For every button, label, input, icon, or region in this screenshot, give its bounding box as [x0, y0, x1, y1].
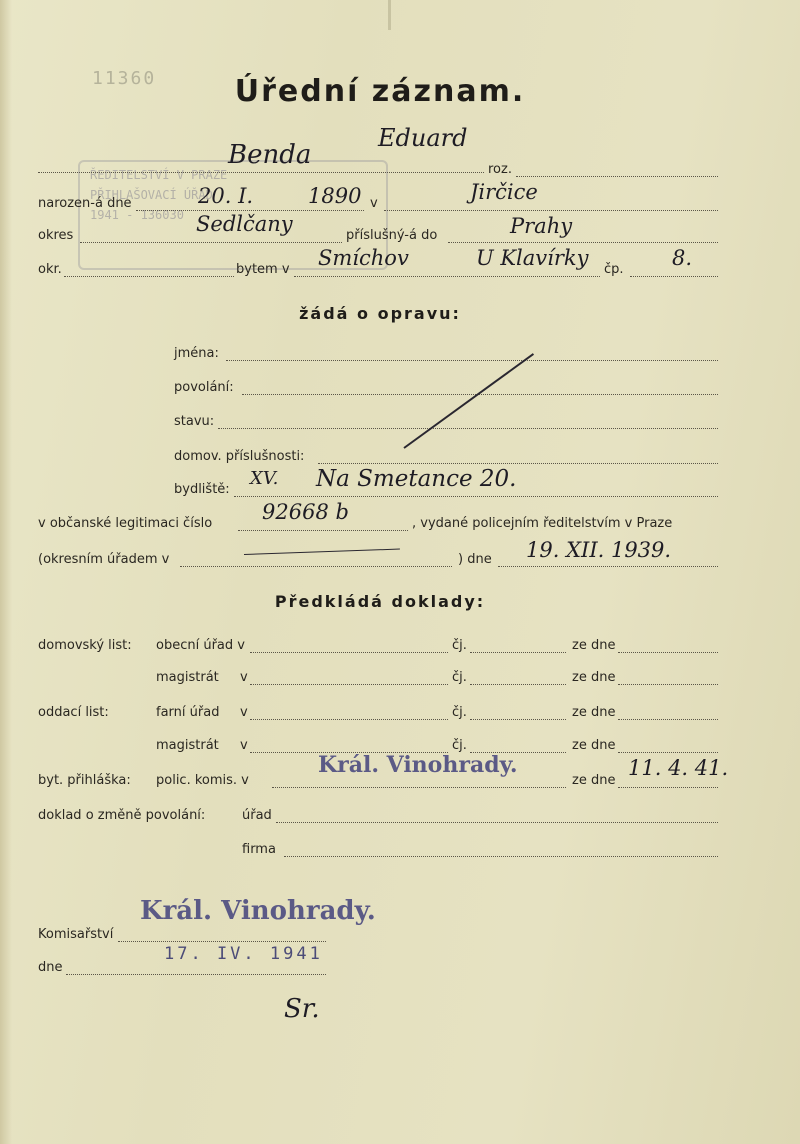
- occupation-label: povolání:: [174, 380, 234, 395]
- date-label: ze dne: [572, 705, 616, 720]
- registration-label: byt. přihláška:: [38, 773, 131, 788]
- parish-line: [250, 719, 448, 720]
- okr-label: okr.: [38, 262, 62, 277]
- id-date-line: [498, 566, 718, 567]
- domicile-list-label: domovský list:: [38, 638, 132, 653]
- birth-place-handwriting: Jirčice: [470, 180, 538, 204]
- domicile-label: domov. příslušnosti:: [174, 449, 305, 464]
- date-label: ze dne: [572, 638, 616, 653]
- name-line: [38, 172, 484, 173]
- magistrate-label: magistrát: [156, 738, 219, 753]
- district-line: [80, 242, 342, 243]
- correction-heading: žádá o opravu:: [299, 304, 461, 323]
- born-label: narozen-á dne: [38, 196, 132, 211]
- occupation-change-label: doklad o změně povolání:: [38, 808, 206, 823]
- occupation-line: [242, 394, 718, 395]
- district-office-label: (okresním úřadem v: [38, 552, 170, 567]
- police-station-line: [272, 787, 566, 788]
- office-line: [276, 822, 718, 823]
- district-label: okres: [38, 228, 74, 243]
- status-line: [218, 428, 718, 429]
- born-in-label: v: [370, 196, 378, 211]
- street-handwriting: U Klavírky: [476, 246, 589, 270]
- faded-stamp-line: 1941 - 136030: [90, 208, 184, 222]
- magistrate-line: [250, 684, 448, 685]
- paper-crease: [388, 0, 391, 30]
- belongs-handwriting: Prahy: [510, 214, 573, 238]
- footer-date-line: [66, 974, 326, 975]
- id-date-handwriting: 19. XII. 1939.: [526, 538, 672, 562]
- date-line: [618, 787, 718, 788]
- names-label: jména:: [174, 346, 219, 361]
- magistrate-in-label: v: [240, 670, 248, 685]
- id-number-handwriting: 92668 b: [262, 500, 349, 524]
- parish-in-label: v: [240, 705, 248, 720]
- registration-date-handwriting: 11. 4. 41.: [628, 756, 729, 780]
- ref-line: [470, 684, 566, 685]
- status-label: stavu:: [174, 414, 215, 429]
- company-label: firma: [242, 842, 276, 857]
- office-label: úřad: [242, 808, 272, 823]
- footer-date-label: dne: [38, 960, 63, 975]
- footer-date-stamp: 17. IV. 1941: [164, 944, 323, 964]
- faded-stamp-line: ŘEDITELSTVÍ V PRAZE: [90, 168, 228, 182]
- house-number-handwriting: 8.: [672, 246, 693, 270]
- okr-line: [64, 276, 234, 277]
- residence-correction-line: [234, 496, 718, 497]
- ref-line: [470, 652, 566, 653]
- residence-correction-label: bydliště:: [174, 482, 230, 497]
- date-line: [618, 719, 718, 720]
- parish-office-label: farní úřad: [156, 705, 220, 720]
- archive-number: 11360: [92, 68, 157, 89]
- new-residence-handwriting: Na Smetance 20.: [316, 466, 517, 492]
- ref-label: čj.: [452, 670, 467, 685]
- names-line: [226, 360, 718, 361]
- ref-line: [470, 719, 566, 720]
- belongs-line: [448, 242, 718, 243]
- id-date-label: ) dne: [458, 552, 492, 567]
- police-station-label: polic. komis. v: [156, 773, 249, 788]
- commissariat-label: Komisařství: [38, 927, 114, 942]
- date-label: ze dne: [572, 773, 616, 788]
- date-line: [618, 652, 718, 653]
- born-date-line: [136, 210, 364, 211]
- belongs-label: příslušný-á do: [346, 228, 438, 243]
- date-label: ze dne: [572, 670, 616, 685]
- roz-line: [516, 176, 718, 177]
- roz-label: roz.: [488, 162, 512, 177]
- ref-label: čj.: [452, 638, 467, 653]
- domicile-line: [318, 463, 718, 464]
- house-number-label: čp.: [604, 262, 624, 277]
- first-name-handwriting: Eduard: [378, 124, 468, 152]
- marriage-certificate-label: oddací list:: [38, 705, 109, 720]
- residence-label: bytem v: [236, 262, 290, 277]
- residence-handwriting: Smíchov: [318, 246, 409, 270]
- magistrate-label: magistrát: [156, 670, 219, 685]
- paper-edge: [0, 0, 12, 1144]
- district-handwriting: Sedlčany: [196, 212, 293, 236]
- ref-label: čj.: [452, 738, 467, 753]
- document-title: Úřední záznam.: [234, 74, 526, 109]
- police-station-stamp: Král. Vinohrady.: [318, 752, 518, 778]
- id-issued-label: , vydané policejním ředitelstvím v Praze: [412, 516, 673, 531]
- faded-stamp-line: PŘIHLAŠOVACÍ ÚŘAD: [90, 188, 213, 202]
- birth-date-handwriting: 20. I.: [198, 184, 254, 208]
- commissariat-line: [118, 941, 326, 942]
- id-number-label: v občanské legitimaci číslo: [38, 516, 213, 531]
- district-office-line: [180, 566, 452, 567]
- magistrate-in-label: v: [240, 738, 248, 753]
- signature-handwriting: Sr.: [284, 994, 320, 1024]
- birth-place-line: [384, 210, 718, 211]
- municipal-office-label: obecní úřad v: [156, 638, 245, 653]
- date-line: [618, 684, 718, 685]
- municipal-office-line: [250, 652, 448, 653]
- company-line: [284, 856, 718, 857]
- date-label: ze dne: [572, 738, 616, 753]
- id-number-line: [238, 530, 408, 531]
- house-number-line: [630, 276, 718, 277]
- footer-station-stamp: Král. Vinohrady.: [140, 896, 376, 926]
- documents-heading: Předkládá doklady:: [274, 592, 486, 611]
- residence-district-handwriting: XV.: [250, 468, 279, 489]
- surname-handwriting: Benda: [228, 140, 312, 170]
- date-line: [618, 752, 718, 753]
- ref-label: čj.: [452, 705, 467, 720]
- birth-year-handwriting: 1890: [308, 184, 362, 208]
- residence-line: [294, 276, 600, 277]
